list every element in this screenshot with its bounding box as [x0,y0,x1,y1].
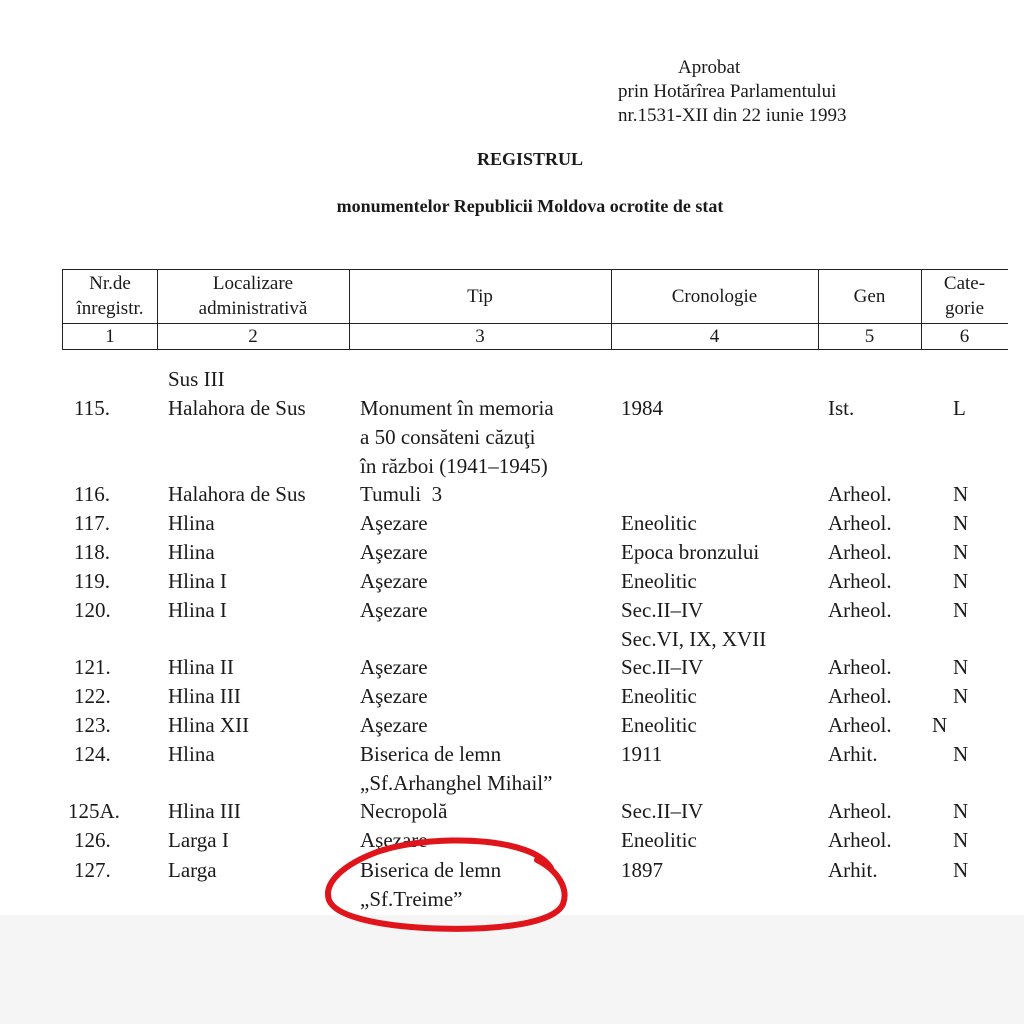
nr-cell: 122. [74,684,111,708]
nr-cell: 127. [74,858,111,882]
tip-cell: Aşezare [360,684,428,708]
tip-cell: Aşezare [360,598,428,622]
tip-line: Biserica de lemn [360,858,502,882]
cronologie-cell: Eneolitic [621,713,697,737]
categorie-cell: N [953,598,969,622]
tip-line: „Sf.Treime” [360,887,463,911]
localizare-cell: Hlina [168,742,215,766]
tip-line: Biserica de lemn [360,742,502,766]
gen-cell: Arheol. [828,655,892,679]
tip-cell: Aşezare [360,828,428,852]
categorie-cell: N [932,713,948,737]
gen-cell: Arheol. [828,713,892,737]
localizare-cell: Hlina I [168,598,227,622]
cronologie-cell: Eneolitic [621,511,697,535]
localizare-cell: Sus III [168,367,225,391]
cronologie-cell: Sec.II–IV [621,799,704,823]
header-tip [349,284,611,309]
cronologie-cell: 1984 [621,396,663,420]
nr-cell: 117. [74,511,110,535]
tip-line: „Sf.Arhanghel Mihail” [360,771,553,795]
tip-cell: Aşezare [360,655,428,679]
column-number: 6 [959,326,970,347]
header-text: Nr.de [89,273,131,294]
categorie-cell: N [953,569,969,593]
gen-cell: Arheol. [828,828,892,852]
localizare-cell: Hlina XII [168,713,250,737]
gen-cell: Arheol. [828,684,892,708]
header-text: Cronologie [671,286,758,307]
document-subtitle: monumentelor Republicii Moldova ocrotite de stat [336,196,724,216]
column-number: 5 [864,326,875,347]
nr-cell: 118. [74,540,110,564]
gen-cell: Ist. [828,396,855,420]
gen-cell: Arheol. [828,598,892,622]
header-gen [818,284,921,309]
gen-cell: Arheol. [828,511,892,535]
cronologie-cell: Eneolitic [621,569,697,593]
localizare-cell: Hlina III [168,684,241,708]
header-text: Tip [467,286,493,307]
column-number: 2 [248,326,258,347]
cronologie-cell: Eneolitic [621,684,697,708]
gen-cell: Arhit. [828,858,878,882]
header-text: gorie [944,298,985,319]
header-text: înregistr. [76,298,144,319]
categorie-cell: L [953,396,966,420]
localizare-cell: Larga I [168,828,229,852]
header-localizare [157,271,349,321]
nr-cell: 116. [74,482,110,506]
tip-line: Monument în memoria [360,396,554,420]
nr-cell: 124. [74,742,111,766]
localizare-cell: Larga [168,858,217,882]
categorie-cell: N [953,511,969,535]
categorie-cell: N [953,655,969,679]
localizare-cell: Hlina [168,511,215,535]
document-title: REGISTRUL [476,149,584,169]
localizare-cell: Hlina [168,540,215,564]
tip-cell: Tumuli 3 [360,482,443,506]
tip-cell: Aşezare [360,713,428,737]
header-text: Localizare [212,273,294,294]
header-cronologie [611,284,818,309]
approval-line: nr.1531-XII din 22 iunie 1993 [618,105,847,126]
cronologie-cell: 1897 [621,858,663,882]
header-nr [62,271,158,321]
tip-line: în război (1941–1945) [360,454,548,478]
categorie-cell: N [953,482,969,506]
categorie-cell: N [953,828,969,852]
header-text: Cate- [943,273,986,294]
header-text: administrativă [198,298,308,319]
gen-cell: Arheol. [828,799,892,823]
tip-line: a 50 consăteni căzuţi [360,425,536,449]
nr-cell: 120. [74,598,111,622]
approval-line: prin Hotărîrea Parlamentului [618,81,837,102]
approval-line: Aprobat [678,57,741,78]
tip-cell: Necropolă [360,799,448,823]
nr-cell: 119. [74,569,110,593]
gen-cell: Arheol. [828,569,892,593]
categorie-cell: N [953,799,969,823]
table-header-bottom [62,349,1008,350]
nr-cell: 125A. [68,799,120,823]
table-border-top [62,269,1008,270]
red-circle-annotation [325,836,571,932]
categorie-cell: N [953,742,969,766]
cronologie-line: Sec.II–IV [621,598,704,622]
column-number: 4 [709,326,720,347]
column-number: 3 [475,326,485,347]
nr-cell: 123. [74,713,111,737]
categorie-cell: N [953,858,969,882]
column-number: 1 [105,326,115,347]
gen-cell: Arhit. [828,742,878,766]
gen-cell: Arheol. [828,482,892,506]
tip-cell: Aşezare [360,511,428,535]
cronologie-cell [621,596,766,654]
tip-cell [360,394,554,481]
nr-cell: 115. [74,396,110,420]
header-categorie [921,271,1008,321]
cronologie-cell: 1911 [621,742,663,766]
localizare-cell: Hlina II [168,655,234,679]
localizare-cell: Halahora de Sus [168,396,306,420]
tip-cell: Aşezare [360,569,428,593]
cronologie-cell: Sec.II–IV [621,655,704,679]
categorie-cell: N [953,540,969,564]
localizare-cell: Hlina I [168,569,227,593]
localizare-cell: Hlina III [168,799,241,823]
table-header-divider [62,323,1008,324]
tip-cell: Aşezare [360,540,428,564]
nr-cell: 121. [74,655,111,679]
header-text: Gen [853,286,886,307]
cronologie-line: Sec.VI, IX, XVII [621,627,767,651]
categorie-cell: N [953,684,969,708]
tip-cell [360,740,552,798]
approval-note [610,56,900,128]
cronologie-cell: Eneolitic [621,828,697,852]
gen-cell: Arheol. [828,540,892,564]
nr-cell: 126. [74,828,111,852]
cronologie-cell: Epoca bronzului [621,540,760,564]
localizare-cell: Halahora de Sus [168,482,306,506]
